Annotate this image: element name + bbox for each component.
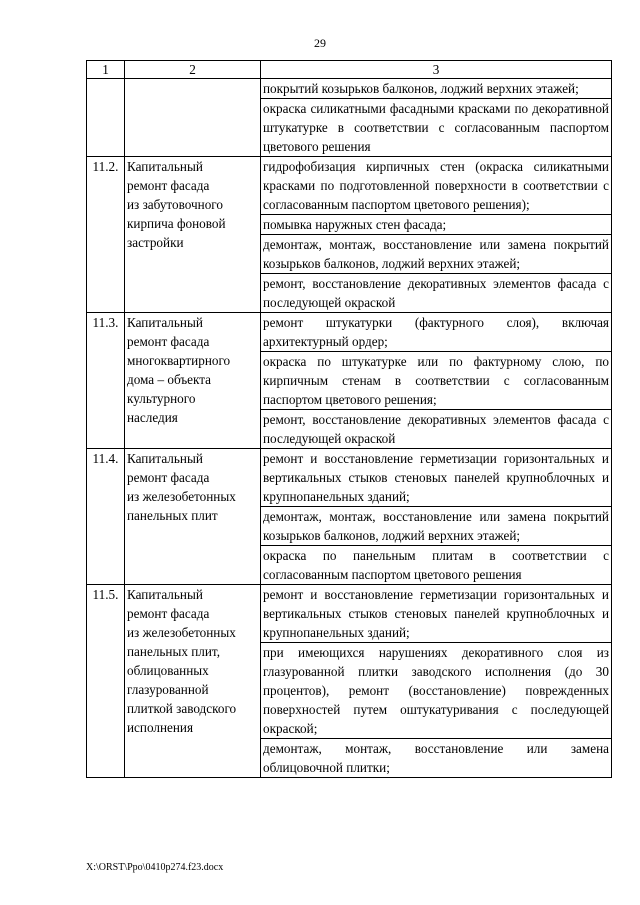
work-item: демонтаж, монтаж, восстановление или замена облицовочной плитки; [261, 738, 611, 777]
work-item: ремонт и восстановление герметизации горизонтальных и вертикальных стыков стеновых панелей крупноблочных и крупнопанельных зданий; [263, 587, 609, 640]
row-title-line: ремонт фасада [127, 334, 210, 349]
row-title-line: из забутовочного [127, 197, 223, 212]
work-item: ремонт, восстановление декоративных элементов фасада с последующей окраской [261, 273, 611, 312]
row-title [125, 449, 261, 585]
work-item: демонтаж, монтаж, восстановление или замена покрытий козырьков балконов, лоджий верхних этажей; [261, 506, 611, 545]
row-title-line: Капитальный [127, 451, 203, 466]
row-title-line: застройки [127, 235, 184, 250]
row-title-line: исполнения [127, 720, 194, 735]
row-number: 11.2. [87, 157, 125, 313]
row-number [87, 79, 125, 157]
row-title-line: из железобетонных [127, 489, 236, 504]
row-title-line: Капитальный [127, 315, 203, 330]
row-title-line: ремонт фасада [127, 606, 210, 621]
table-row [87, 449, 612, 585]
table-row [87, 313, 612, 449]
work-item: при имеющихся нарушениях декоративного слоя из глазурованной плитки заводского исполнения (до 30 процентов), ремонт (восстановление) поврежденных поверхностей путем оштукатуривания с последующей окраской; [261, 642, 611, 738]
page-number: 29 [314, 36, 326, 50]
row-works [261, 449, 612, 585]
row-title-line: плиткой заводского [127, 701, 237, 716]
table-row [87, 79, 612, 157]
work-item: окраска по штукатурке или по фактурному слою, по кирпичным стенам в соответствии с согласованным паспортом цветового решения; [261, 351, 611, 409]
work-item: демонтаж, монтаж, восстановление или замена покрытий козырьков балконов, лоджий верхних этажей; [261, 234, 611, 273]
work-item: ремонт штукатурки (фактурного слоя), включая архитектурный ордер; [263, 315, 609, 349]
row-works [261, 585, 612, 778]
row-title-line: наследия [127, 410, 178, 425]
row-title-line: панельных плит, [127, 644, 220, 659]
row-title-line: Капитальный [127, 159, 203, 174]
row-works [261, 313, 612, 449]
header-col-1: 1 [87, 61, 125, 79]
row-title-line: Капитальный [127, 587, 203, 602]
work-item: ремонт, восстановление декоративных элементов фасада с последующей окраской [261, 409, 611, 448]
row-title-line: ремонт фасада [127, 178, 210, 193]
row-title-line: кирпича фоновой [127, 216, 226, 231]
work-item: окраска силикатными фасадными красками по декоративной штукатурке в соответствии с согласованным паспортом цветового решения [261, 98, 611, 156]
row-number: 11.5. [87, 585, 125, 778]
work-item: ремонт и восстановление герметизации горизонтальных и вертикальных стыков стеновых панелей крупноблочных и крупнопанельных зданий; [263, 451, 609, 504]
row-works [261, 157, 612, 313]
file-path-footer: X:\ORST\Ppo\0410p274.f23.docx [86, 862, 224, 873]
row-title-line: культурного [127, 391, 196, 406]
row-title-line: из железобетонных [127, 625, 236, 640]
work-item: окраска по панельным плитам в соответствии с согласованным паспортом цветового решения [261, 545, 611, 584]
row-title-line: ремонт фасада [127, 470, 210, 485]
row-title [125, 313, 261, 449]
row-title-line: многоквартирного [127, 353, 231, 368]
row-title [125, 585, 261, 778]
row-title [125, 79, 261, 157]
header-col-2: 2 [125, 61, 261, 79]
work-item: покрытий козырьков балконов, лоджий верхних этажей; [263, 81, 579, 96]
works-table [86, 60, 612, 778]
row-title-line: панельных плит [127, 508, 218, 523]
work-item: гидрофобизация кирпичных стен (окраска силикатными красками по подготовленной поверхности в соответствии с согласованным паспортом цветового решения); [263, 159, 609, 212]
row-works [261, 79, 612, 157]
table-header-row [87, 61, 612, 79]
row-title-line: дома – объекта [127, 372, 212, 387]
work-item: помывка наружных стен фасада; [261, 214, 611, 234]
row-title [125, 157, 261, 313]
row-title-line: глазурованной [127, 682, 209, 697]
header-col-3: 3 [261, 61, 612, 79]
table-body [87, 79, 612, 778]
table-row [87, 157, 612, 313]
table-row [87, 585, 612, 778]
row-title-line: облицованных [127, 663, 209, 678]
row-number: 11.4. [87, 449, 125, 585]
row-number: 11.3. [87, 313, 125, 449]
